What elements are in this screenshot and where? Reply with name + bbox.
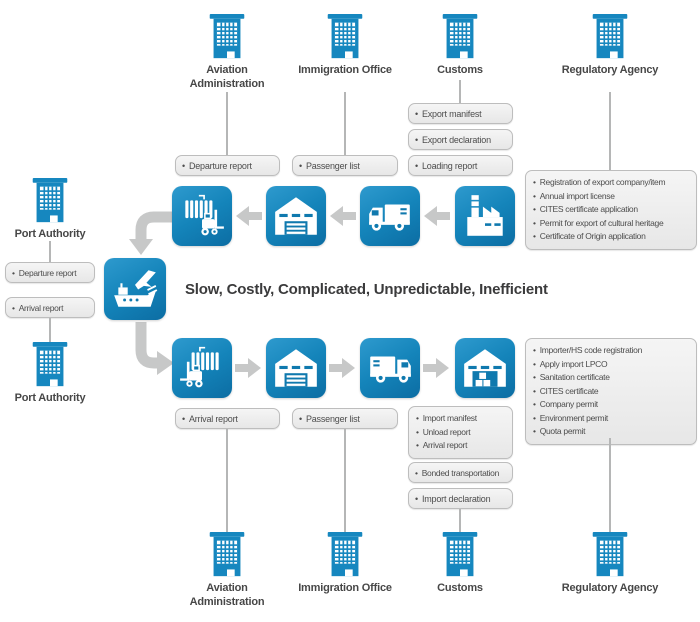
doc-arrival-report: • Arrival report [175, 408, 280, 429]
agency-customs-bottom: Customs [437, 582, 483, 594]
building-icon [325, 532, 365, 580]
building-icon [30, 178, 70, 226]
connector-line [459, 80, 461, 103]
building-icon [590, 14, 630, 62]
connector-line [344, 92, 346, 155]
connector-line [226, 92, 228, 155]
doc-bonded-transportation: • Bonded transportation [408, 462, 513, 483]
truck-icon [360, 186, 420, 246]
doc-import-declaration: • Import declaration [408, 488, 513, 509]
connector-line [459, 509, 461, 532]
building-icon [325, 14, 365, 62]
doc-loading-report: • Loading report [408, 155, 513, 176]
factory-icon [455, 186, 515, 246]
warehouse-boxes-icon [455, 338, 515, 398]
customs-import-docs-box: • Import manifest • Unload report • Arrival report [408, 406, 513, 459]
regulatory-import-docs-box: • Importer/HS code registration • Apply import LPCO • Sanitation certificate • CITES certificate • Company permit • Environment permit • Quota permit [525, 338, 697, 445]
doc-pa-arrival-report: • Arrival report [5, 297, 95, 318]
doc-departure-report: • Departure report [175, 155, 280, 176]
ship-plane-icon [104, 258, 166, 320]
agency-port-authority-top: Port Authority [14, 228, 86, 240]
regulatory-export-docs-box: • Registration of export company/item • Annual import license • CITES certificate application • Permit for export of cultural heritage • Certificate of Origin application [525, 170, 697, 250]
container-forklift-icon [172, 338, 232, 398]
agency-port-authority-bottom: Port Authority [14, 392, 86, 404]
truck-icon [360, 338, 420, 398]
building-icon [207, 14, 247, 62]
agency-immigration-top: Immigration Office [298, 64, 392, 76]
flow-arrow-icon [329, 205, 356, 227]
container-forklift-icon [172, 186, 232, 246]
flow-arrow-icon [235, 205, 262, 227]
doc-export-manifest: • Export manifest [408, 103, 513, 124]
warehouse-icon [266, 338, 326, 398]
doc-passenger-list-bottom: • Passenger list [292, 408, 398, 429]
building-icon [30, 342, 70, 390]
agency-customs-top: Customs [437, 64, 483, 76]
warehouse-icon [266, 186, 326, 246]
agency-aviation-top: Aviation Administration [189, 64, 265, 90]
connector-line [226, 429, 228, 532]
doc-pa-departure-report: • Departure report [5, 262, 95, 283]
agency-aviation-bottom: Aviation Administration [189, 582, 265, 608]
agency-immigration-bottom: Immigration Office [298, 582, 392, 594]
flow-arrow-icon [423, 205, 450, 227]
building-icon [440, 14, 480, 62]
flow-arrow-icon [235, 357, 262, 379]
building-icon [207, 532, 247, 580]
connector-line [609, 92, 611, 170]
doc-export-declaration: • Export declaration [408, 129, 513, 150]
building-icon [590, 532, 630, 580]
agency-regulatory-bottom: Regulatory Agency [561, 582, 659, 594]
connector-line [609, 438, 611, 532]
banner-text: Slow, Costly, Complicated, Unpredictable, Inefficient [185, 281, 548, 298]
connector-line [49, 318, 51, 342]
flow-arrow-icon [329, 357, 356, 379]
connector-line [344, 429, 346, 532]
building-icon [440, 532, 480, 580]
agency-regulatory-top: Regulatory Agency [561, 64, 659, 76]
connector-line [49, 241, 51, 262]
doc-passenger-list: • Passenger list [292, 155, 398, 176]
flow-arrow-icon [423, 357, 450, 379]
